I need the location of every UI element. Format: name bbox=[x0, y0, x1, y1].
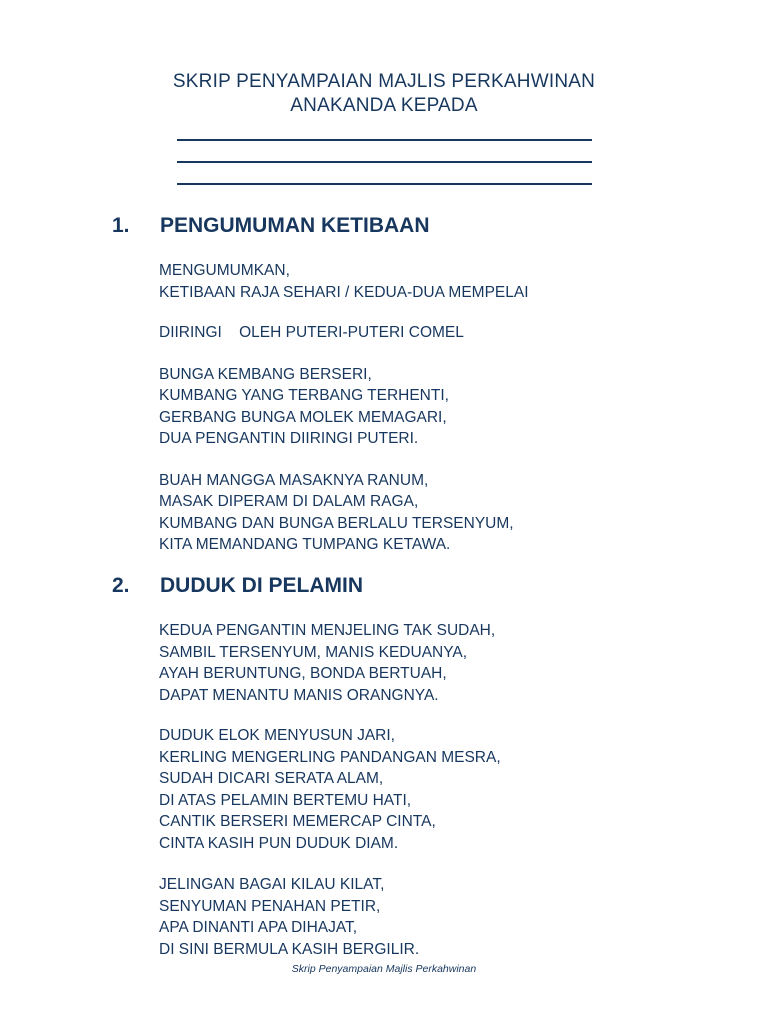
verse-line: DI ATAS PELAMIN BERTEMU HATI, bbox=[159, 791, 412, 809]
verse-line: CANTIK BERSERI MEMERCAP CINTA, bbox=[159, 813, 436, 830]
stanza bbox=[159, 470, 768, 556]
blank-name-line-3 bbox=[177, 163, 592, 185]
verse-line: APA DINANTI APA DIHAJAT, bbox=[159, 919, 358, 936]
section-number: 2. bbox=[112, 574, 130, 597]
section-title: DUDUK DI PELAMIN bbox=[160, 574, 363, 597]
verse-line: MASAK DIPERAM DI DALAM RAGA, bbox=[159, 493, 419, 510]
verse-line: KUMBANG DAN BUNGA BERLALU TERSENYUM, bbox=[159, 514, 514, 532]
title-line-1: SKRIP PENYAMPAIAN MAJLIS PERKAHWINAN bbox=[172, 71, 596, 92]
verse-line: BUAH MANGGA MASAKNYA RANUM, bbox=[159, 471, 429, 489]
section-number: 1. bbox=[112, 214, 130, 237]
verse-line: KERLING MENGERLING PANDANGAN MESRA, bbox=[159, 748, 501, 766]
stanza bbox=[159, 725, 768, 854]
blank-name-line-1 bbox=[177, 118, 592, 141]
stanza bbox=[159, 364, 768, 450]
verse-line: DI SINI BERMULA KASIH BERGILIR. bbox=[159, 940, 420, 958]
verse-line: AYAH BERUNTUNG, BONDA BERTUAH, bbox=[159, 665, 447, 682]
verse-line: DIIRINGI OLEH PUTERI-PUTERI COMEL bbox=[159, 324, 464, 341]
verse-line: KETIBAAN RAJA SEHARI / KEDUA-DUA MEMPELAI bbox=[159, 283, 529, 301]
page-footer: Skrip Penyampaian Majlis Perkahwinan bbox=[291, 963, 477, 975]
verse-line: CINTA KASIH PUN DUDUK DIAM. bbox=[159, 834, 399, 852]
section-heading bbox=[0, 214, 768, 244]
stanza bbox=[159, 620, 768, 706]
stanza bbox=[159, 322, 768, 344]
section-duduk-di-pelamin bbox=[0, 574, 768, 960]
verse-line: BUNGA KEMBANG BERSERI, bbox=[159, 365, 372, 383]
verse-line: KEDUA PENGANTIN MENJELING TAK SUDAH, bbox=[159, 622, 496, 639]
verse-line: DUA PENGANTIN DIIRINGI PUTERI. bbox=[159, 430, 419, 447]
verse-line: JELINGAN BAGAI KILAU KILAT, bbox=[159, 876, 385, 893]
blank-name-line-2 bbox=[177, 141, 592, 163]
title-line-2: ANAKANDA KEPADA bbox=[290, 95, 478, 116]
stanza bbox=[159, 260, 768, 303]
verse-line: SAMBIL TERSENYUM, MANIS KEDUANYA, bbox=[159, 643, 468, 661]
verse-line: KUMBANG YANG TERBANG TERHENTI, bbox=[159, 387, 449, 404]
section-pengumuman-ketibaan bbox=[0, 214, 768, 556]
verse-line: DUDUK ELOK MENYUSUN JARI, bbox=[159, 727, 395, 744]
verse-line: GERBANG BUNGA MOLEK MEMAGARI, bbox=[159, 408, 447, 426]
title-block bbox=[0, 70, 768, 185]
section-heading bbox=[0, 574, 768, 604]
verse-line: SENYUMAN PENAHAN PETIR, bbox=[159, 897, 381, 915]
stanza bbox=[159, 874, 768, 960]
section-title: PENGUMUMAN KETIBAAN bbox=[160, 214, 430, 237]
verse-line: KITA MEMANDANG TUMPANG KETAWA. bbox=[159, 536, 451, 553]
verse-line: MENGUMUMKAN, bbox=[159, 262, 290, 279]
verse-line: DAPAT MENANTU MANIS ORANGNYA. bbox=[159, 686, 439, 704]
verse-line: SUDAH DICARI SERATA ALAM, bbox=[159, 770, 384, 787]
